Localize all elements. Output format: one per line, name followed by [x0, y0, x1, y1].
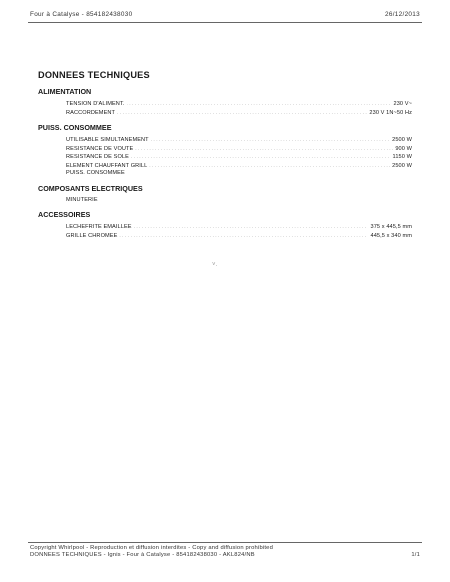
- spec-value: 2500 W: [392, 137, 412, 143]
- spec-row: [66, 136, 412, 145]
- spec-label: UTILISABLE SIMULTANEMENT: [66, 137, 149, 143]
- spec-value: 445,5 x 340 mm: [370, 232, 412, 239]
- spec-value: 375 x 445,5 mm: [370, 224, 412, 230]
- spec-row: [66, 170, 412, 178]
- scan-artifact: ˅.: [212, 262, 218, 268]
- spec-label: TENSION D'ALIMENT.: [66, 101, 125, 107]
- dot-leader: [134, 223, 369, 232]
- dot-leader: [149, 162, 390, 171]
- spec-label: ELEMENT CHAUFFANT GRILL: [66, 162, 148, 169]
- section-alimentation: [66, 100, 412, 117]
- dot-leader: [117, 109, 367, 118]
- section-title-accessoires: ACCESSOIRES: [38, 210, 91, 219]
- spec-row: [66, 223, 412, 232]
- dot-leader: [135, 145, 393, 154]
- footer-divider: [28, 542, 422, 543]
- header-document-title: Four à Catalyse - 854182438030: [30, 11, 133, 18]
- spec-label: MINUTERIE: [66, 196, 98, 203]
- spec-label: RESISTANCE DE VOUTE: [66, 145, 134, 152]
- spec-row: [66, 153, 412, 162]
- spec-row: [66, 145, 412, 154]
- spec-row: [66, 100, 412, 109]
- footer-copyright: Copyright Whirlpool - Reproduction et diffusion interdites - Copy and diffusion prohibited: [30, 545, 274, 551]
- spec-label: GRILLE CHROMEE: [66, 232, 118, 239]
- footer-page-number: 1/1: [411, 552, 420, 559]
- spec-row: [66, 109, 412, 118]
- spec-row: [66, 232, 412, 241]
- footer-document-info: DONNEES TECHNIQUES - Ignis - Four à Catalyse - 854182438030 - AKL824/NB: [30, 552, 255, 559]
- header-divider: [28, 22, 422, 23]
- dot-leader: [119, 232, 368, 241]
- section-puissance: [66, 136, 412, 178]
- spec-value: 230 V 1N~50 Hz: [369, 109, 412, 116]
- spec-label: RESISTANCE DE SOLE: [66, 154, 129, 160]
- spec-value: 900 W: [395, 145, 412, 152]
- spec-value: 1150 W: [392, 154, 412, 160]
- spec-label: PUISS. CONSOMMEE: [66, 170, 125, 176]
- header-date: 26/12/2013: [385, 11, 420, 18]
- section-accessoires: [66, 223, 412, 240]
- page-footer: [30, 545, 420, 559]
- dot-leader: [131, 153, 391, 162]
- section-title-alimentation: ALIMENTATION: [38, 87, 92, 96]
- spec-value: 230 V~: [393, 101, 412, 107]
- page-header: [30, 11, 420, 18]
- document-body: [38, 70, 412, 240]
- spec-row: [66, 162, 412, 171]
- dot-leader: [151, 136, 390, 145]
- dot-leader: [127, 100, 392, 109]
- section-title-composants: COMPOSANTS ELECTRIQUES: [38, 183, 143, 193]
- spec-row: [66, 197, 412, 205]
- section-composants: [66, 197, 412, 205]
- section-title-puissance: PUISS. CONSOMMEE: [38, 123, 112, 132]
- spec-value: 2500 W: [392, 162, 412, 169]
- spec-label: RACCORDEMENT: [66, 109, 116, 116]
- spec-label: LECHEFRITE EMAILLEE: [66, 224, 132, 230]
- page-title: DONNEES TECHNIQUES: [38, 70, 150, 80]
